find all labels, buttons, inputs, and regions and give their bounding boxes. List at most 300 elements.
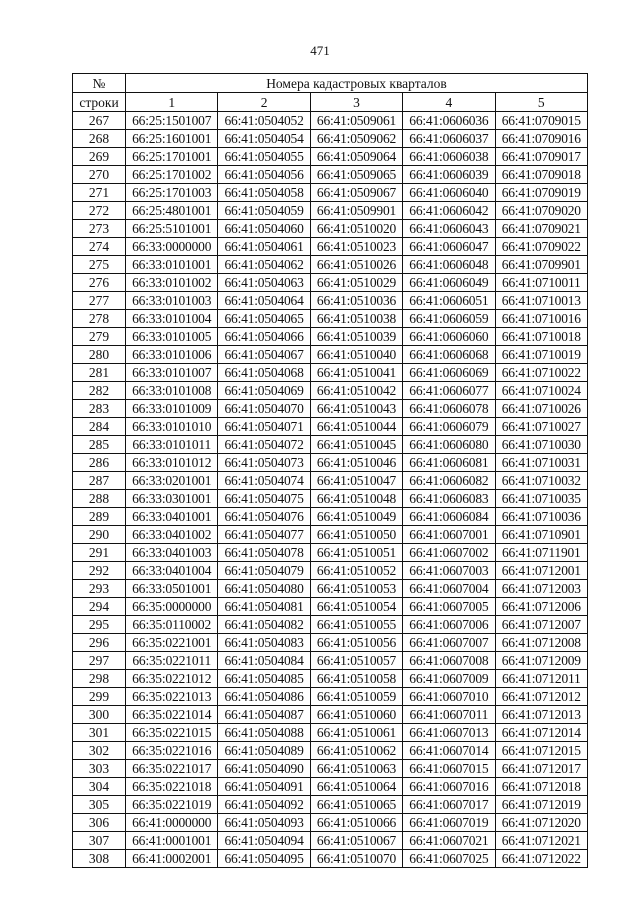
row-number-cell: 301 [73, 724, 126, 742]
cadastral-number-cell: 66:41:0607002 [403, 544, 495, 562]
cadastral-number-cell: 66:41:0710024 [495, 382, 587, 400]
column-header: 4 [403, 93, 495, 112]
cadastral-number-cell: 66:33:0101006 [126, 346, 218, 364]
cadastral-number-cell: 66:41:0606081 [403, 454, 495, 472]
row-number-cell: 272 [73, 202, 126, 220]
cadastral-number-cell: 66:41:0606042 [403, 202, 495, 220]
cadastral-number-cell: 66:35:0221018 [126, 778, 218, 796]
cadastral-number-cell: 66:41:0709016 [495, 130, 587, 148]
table-row [73, 148, 588, 166]
cadastral-number-cell: 66:41:0712021 [495, 832, 587, 850]
cadastral-number-cell: 66:41:0504090 [218, 760, 310, 778]
cadastral-number-cell: 66:41:0000000 [126, 814, 218, 832]
cadastral-number-cell: 66:41:0710011 [495, 274, 587, 292]
cadastral-number-cell: 66:41:0606068 [403, 346, 495, 364]
cadastral-number-cell: 66:41:0607008 [403, 652, 495, 670]
cadastral-number-cell: 66:33:0401001 [126, 508, 218, 526]
cadastral-number-cell: 66:33:0101005 [126, 328, 218, 346]
cadastral-number-cell: 66:41:0510044 [310, 418, 402, 436]
table-row [73, 490, 588, 508]
cadastral-number-cell: 66:41:0504069 [218, 382, 310, 400]
cadastral-number-cell: 66:41:0504080 [218, 580, 310, 598]
table-row [73, 256, 588, 274]
cadastral-number-cell: 66:33:0101004 [126, 310, 218, 328]
cadastral-number-cell: 66:41:0710022 [495, 364, 587, 382]
cadastral-number-cell: 66:41:0712022 [495, 850, 587, 868]
cadastral-number-cell: 66:41:0510054 [310, 598, 402, 616]
cadastral-number-cell: 66:41:0709020 [495, 202, 587, 220]
cadastral-number-cell: 66:41:0510060 [310, 706, 402, 724]
cadastral-number-cell: 66:41:0712017 [495, 760, 587, 778]
row-number-cell: 279 [73, 328, 126, 346]
row-number-cell: 267 [73, 112, 126, 130]
cadastral-number-cell: 66:41:0709901 [495, 256, 587, 274]
cadastral-number-cell: 66:41:0709015 [495, 112, 587, 130]
row-number-cell: 285 [73, 436, 126, 454]
cadastral-number-cell: 66:41:0712008 [495, 634, 587, 652]
row-number-cell: 291 [73, 544, 126, 562]
cadastral-number-cell: 66:41:0712013 [495, 706, 587, 724]
row-number-cell: 278 [73, 310, 126, 328]
cadastral-number-cell: 66:41:0709018 [495, 166, 587, 184]
cadastral-number-cell: 66:41:0510036 [310, 292, 402, 310]
cadastral-number-cell: 66:41:0001001 [126, 832, 218, 850]
cadastral-number-cell: 66:41:0504084 [218, 652, 310, 670]
cadastral-number-cell: 66:25:5101001 [126, 220, 218, 238]
cadastral-number-cell: 66:41:0510047 [310, 472, 402, 490]
table-row [73, 616, 588, 634]
cadastral-number-cell: 66:33:0201001 [126, 472, 218, 490]
cadastral-number-cell: 66:35:0221012 [126, 670, 218, 688]
cadastral-number-cell: 66:25:1701002 [126, 166, 218, 184]
cadastral-number-cell: 66:41:0510045 [310, 436, 402, 454]
cadastral-number-cell: 66:41:0606048 [403, 256, 495, 274]
header-row-top [73, 74, 588, 93]
cadastral-number-cell: 66:41:0510020 [310, 220, 402, 238]
cadastral-number-cell: 66:41:0712001 [495, 562, 587, 580]
cadastral-number-cell: 66:41:0712011 [495, 670, 587, 688]
table-row [73, 418, 588, 436]
row-number-cell: 271 [73, 184, 126, 202]
cadastral-number-cell: 66:41:0509065 [310, 166, 402, 184]
cadastral-number-cell: 66:41:0509064 [310, 148, 402, 166]
cadastral-number-cell: 66:41:0510029 [310, 274, 402, 292]
cadastral-number-cell: 66:41:0510067 [310, 832, 402, 850]
cadastral-number-cell: 66:41:0710031 [495, 454, 587, 472]
table-row [73, 562, 588, 580]
table-row [73, 166, 588, 184]
cadastral-number-cell: 66:41:0607021 [403, 832, 495, 850]
row-number-cell: 270 [73, 166, 126, 184]
row-number-cell: 288 [73, 490, 126, 508]
cadastral-number-cell: 66:41:0504070 [218, 400, 310, 418]
table-row [73, 130, 588, 148]
cadastral-number-cell: 66:41:0510058 [310, 670, 402, 688]
cadastral-number-cell: 66:41:0607014 [403, 742, 495, 760]
cadastral-number-cell: 66:41:0712006 [495, 598, 587, 616]
cadastral-number-cell: 66:41:0606060 [403, 328, 495, 346]
table-row [73, 688, 588, 706]
cadastral-number-cell: 66:41:0509901 [310, 202, 402, 220]
cadastral-number-cell: 66:33:0401002 [126, 526, 218, 544]
cadastral-number-cell: 66:25:1701001 [126, 148, 218, 166]
table-row [73, 724, 588, 742]
cadastral-number-cell: 66:41:0709017 [495, 148, 587, 166]
cadastral-number-cell: 66:41:0510057 [310, 652, 402, 670]
cadastral-number-cell: 66:41:0710030 [495, 436, 587, 454]
cadastral-number-cell: 66:41:0509061 [310, 112, 402, 130]
cadastral-number-cell: 66:41:0712018 [495, 778, 587, 796]
cadastral-number-cell: 66:35:0221016 [126, 742, 218, 760]
cadastral-number-cell: 66:41:0606049 [403, 274, 495, 292]
cadastral-number-cell: 66:41:0504052 [218, 112, 310, 130]
header-row-columns [73, 93, 588, 112]
cadastral-number-cell: 66:41:0504088 [218, 724, 310, 742]
cadastral-number-cell: 66:41:0504064 [218, 292, 310, 310]
cadastral-number-cell: 66:33:0101002 [126, 274, 218, 292]
row-number-cell: 303 [73, 760, 126, 778]
row-number-cell: 298 [73, 670, 126, 688]
table-row [73, 670, 588, 688]
table-row [73, 796, 588, 814]
cadastral-number-cell: 66:41:0712012 [495, 688, 587, 706]
cadastral-number-cell: 66:41:0712015 [495, 742, 587, 760]
cadastral-number-cell: 66:41:0712007 [495, 616, 587, 634]
cadastral-number-cell: 66:41:0606040 [403, 184, 495, 202]
cadastral-number-cell: 66:41:0504068 [218, 364, 310, 382]
table-row [73, 400, 588, 418]
cadastral-number-cell: 66:25:1501007 [126, 112, 218, 130]
cadastral-number-cell: 66:41:0606039 [403, 166, 495, 184]
cadastral-number-cell: 66:41:0710032 [495, 472, 587, 490]
cadastral-number-cell: 66:41:0504054 [218, 130, 310, 148]
cadastral-number-cell: 66:41:0504063 [218, 274, 310, 292]
row-number-cell: 280 [73, 346, 126, 364]
group-title: Номера кадастровых кварталов [126, 74, 588, 93]
row-number-cell: 283 [73, 400, 126, 418]
table-row [73, 436, 588, 454]
cadastral-number-cell: 66:41:0504060 [218, 220, 310, 238]
cadastral-number-cell: 66:41:0606036 [403, 112, 495, 130]
row-number-cell: 299 [73, 688, 126, 706]
cadastral-number-cell: 66:35:0221019 [126, 796, 218, 814]
table-row [73, 472, 588, 490]
cadastral-number-cell: 66:41:0509062 [310, 130, 402, 148]
cadastral-number-cell: 66:33:0101011 [126, 436, 218, 454]
row-number-cell: 292 [73, 562, 126, 580]
cadastral-number-cell: 66:41:0504082 [218, 616, 310, 634]
cadastral-number-cell: 66:41:0709022 [495, 238, 587, 256]
table-row [73, 526, 588, 544]
cadastral-number-cell: 66:41:0510061 [310, 724, 402, 742]
row-number-label-top: № [73, 74, 126, 93]
cadastral-number-cell: 66:35:0221011 [126, 652, 218, 670]
cadastral-number-cell: 66:41:0711901 [495, 544, 587, 562]
cadastral-number-cell: 66:41:0607010 [403, 688, 495, 706]
table-row [73, 454, 588, 472]
cadastral-number-cell: 66:41:0712019 [495, 796, 587, 814]
cadastral-number-cell: 66:41:0607005 [403, 598, 495, 616]
cadastral-number-cell: 66:41:0504076 [218, 508, 310, 526]
cadastral-number-cell: 66:33:0501001 [126, 580, 218, 598]
row-number-cell: 268 [73, 130, 126, 148]
cadastral-number-cell: 66:41:0510055 [310, 616, 402, 634]
row-number-cell: 286 [73, 454, 126, 472]
cadastral-number-cell: 66:35:0221015 [126, 724, 218, 742]
table-row [73, 202, 588, 220]
cadastral-number-cell: 66:41:0710019 [495, 346, 587, 364]
row-number-label-bottom: строки [73, 93, 126, 112]
column-header: 5 [495, 93, 587, 112]
cadastral-number-cell: 66:41:0510062 [310, 742, 402, 760]
cadastral-number-cell: 66:41:0510048 [310, 490, 402, 508]
cadastral-number-cell: 66:41:0607011 [403, 706, 495, 724]
cadastral-number-cell: 66:41:0504059 [218, 202, 310, 220]
cadastral-number-cell: 66:33:0401004 [126, 562, 218, 580]
cadastral-number-cell: 66:41:0510056 [310, 634, 402, 652]
cadastral-number-cell: 66:41:0510050 [310, 526, 402, 544]
cadastral-number-cell: 66:41:0606037 [403, 130, 495, 148]
cadastral-number-cell: 66:41:0510038 [310, 310, 402, 328]
row-number-cell: 300 [73, 706, 126, 724]
cadastral-number-cell: 66:41:0607013 [403, 724, 495, 742]
cadastral-number-cell: 66:41:0710901 [495, 526, 587, 544]
cadastral-number-cell: 66:41:0607017 [403, 796, 495, 814]
cadastral-number-cell: 66:41:0607006 [403, 616, 495, 634]
row-number-cell: 306 [73, 814, 126, 832]
cadastral-number-cell: 66:41:0606038 [403, 148, 495, 166]
cadastral-number-cell: 66:41:0504079 [218, 562, 310, 580]
cadastral-number-cell: 66:41:0510049 [310, 508, 402, 526]
row-number-cell: 297 [73, 652, 126, 670]
cadastral-number-cell: 66:25:1601001 [126, 130, 218, 148]
cadastral-number-cell: 66:41:0510042 [310, 382, 402, 400]
cadastral-number-cell: 66:33:0000000 [126, 238, 218, 256]
cadastral-number-cell: 66:41:0607019 [403, 814, 495, 832]
table-row [73, 238, 588, 256]
cadastral-number-cell: 66:41:0504075 [218, 490, 310, 508]
cadastral-number-cell: 66:41:0712014 [495, 724, 587, 742]
cadastral-number-cell: 66:41:0504089 [218, 742, 310, 760]
cadastral-number-cell: 66:35:0221017 [126, 760, 218, 778]
cadastral-number-cell: 66:41:0607001 [403, 526, 495, 544]
cadastral-number-cell: 66:41:0607003 [403, 562, 495, 580]
cadastral-number-cell: 66:41:0510041 [310, 364, 402, 382]
cadastral-number-cell: 66:41:0510046 [310, 454, 402, 472]
cadastral-number-cell: 66:41:0606043 [403, 220, 495, 238]
cadastral-number-cell: 66:41:0504095 [218, 850, 310, 868]
row-number-cell: 287 [73, 472, 126, 490]
table-row [73, 328, 588, 346]
cadastral-number-cell: 66:41:0510066 [310, 814, 402, 832]
table-header [73, 74, 588, 112]
cadastral-number-cell: 66:41:0712020 [495, 814, 587, 832]
cadastral-number-cell: 66:41:0504086 [218, 688, 310, 706]
cadastral-number-cell: 66:41:0606078 [403, 400, 495, 418]
cadastral-number-cell: 66:41:0712009 [495, 652, 587, 670]
table-row [73, 832, 588, 850]
table-row [73, 274, 588, 292]
cadastral-number-cell: 66:41:0607004 [403, 580, 495, 598]
cadastral-number-cell: 66:41:0504083 [218, 634, 310, 652]
table-row [73, 346, 588, 364]
cadastral-number-cell: 66:35:0221001 [126, 634, 218, 652]
cadastral-number-cell: 66:33:0101008 [126, 382, 218, 400]
cadastral-number-cell: 66:41:0606069 [403, 364, 495, 382]
cadastral-number-cell: 66:41:0510070 [310, 850, 402, 868]
table-row [73, 760, 588, 778]
cadastral-number-cell: 66:41:0504087 [218, 706, 310, 724]
row-number-cell: 289 [73, 508, 126, 526]
cadastral-number-cell: 66:33:0401003 [126, 544, 218, 562]
row-number-cell: 295 [73, 616, 126, 634]
cadastral-number-cell: 66:41:0606059 [403, 310, 495, 328]
row-number-cell: 293 [73, 580, 126, 598]
row-number-cell: 276 [73, 274, 126, 292]
cadastral-number-cell: 66:41:0606082 [403, 472, 495, 490]
cadastral-number-cell: 66:35:0000000 [126, 598, 218, 616]
row-number-cell: 307 [73, 832, 126, 850]
cadastral-number-cell: 66:33:0101007 [126, 364, 218, 382]
cadastral-number-cell: 66:41:0710013 [495, 292, 587, 310]
column-header: 2 [218, 93, 310, 112]
row-number-cell: 273 [73, 220, 126, 238]
cadastral-number-cell: 66:41:0710026 [495, 400, 587, 418]
cadastral-number-cell: 66:41:0510059 [310, 688, 402, 706]
row-number-cell: 305 [73, 796, 126, 814]
row-number-cell: 308 [73, 850, 126, 868]
cadastral-number-cell: 66:41:0510051 [310, 544, 402, 562]
cadastral-number-cell: 66:41:0504071 [218, 418, 310, 436]
cadastral-number-cell: 66:33:0301001 [126, 490, 218, 508]
table-row [73, 544, 588, 562]
cadastral-number-cell: 66:41:0510064 [310, 778, 402, 796]
table-row [73, 652, 588, 670]
cadastral-number-cell: 66:41:0510023 [310, 238, 402, 256]
cadastral-number-cell: 66:41:0510039 [310, 328, 402, 346]
table-row [73, 382, 588, 400]
cadastral-number-cell: 66:41:0504055 [218, 148, 310, 166]
cadastral-number-cell: 66:41:0607025 [403, 850, 495, 868]
table-row [73, 706, 588, 724]
cadastral-number-cell: 66:41:0510052 [310, 562, 402, 580]
cadastral-number-cell: 66:41:0712003 [495, 580, 587, 598]
cadastral-number-cell: 66:41:0710035 [495, 490, 587, 508]
cadastral-number-cell: 66:41:0709021 [495, 220, 587, 238]
row-number-cell: 275 [73, 256, 126, 274]
cadastral-number-cell: 66:33:0101003 [126, 292, 218, 310]
cadastral-number-cell: 66:41:0504078 [218, 544, 310, 562]
cadastral-number-cell: 66:41:0504067 [218, 346, 310, 364]
cadastral-number-cell: 66:33:0101009 [126, 400, 218, 418]
row-number-cell: 294 [73, 598, 126, 616]
table-row [73, 184, 588, 202]
cadastral-number-cell: 66:41:0504056 [218, 166, 310, 184]
cadastral-number-cell: 66:41:0606079 [403, 418, 495, 436]
cadastral-number-cell: 66:35:0221013 [126, 688, 218, 706]
cadastral-number-cell: 66:41:0607009 [403, 670, 495, 688]
table-row [73, 598, 588, 616]
table-row [73, 220, 588, 238]
cadastral-number-cell: 66:41:0504073 [218, 454, 310, 472]
cadastral-number-cell: 66:41:0002001 [126, 850, 218, 868]
table-row [73, 850, 588, 868]
table-row [73, 778, 588, 796]
table-row [73, 310, 588, 328]
cadastral-number-cell: 66:41:0710016 [495, 310, 587, 328]
cadastral-number-cell: 66:41:0504058 [218, 184, 310, 202]
column-header: 3 [310, 93, 402, 112]
cadastral-number-cell: 66:41:0510026 [310, 256, 402, 274]
cadastral-number-cell: 66:41:0606080 [403, 436, 495, 454]
table-row [73, 112, 588, 130]
row-number-cell: 290 [73, 526, 126, 544]
cadastral-number-cell: 66:41:0504065 [218, 310, 310, 328]
table-row [73, 364, 588, 382]
cadastral-number-cell: 66:33:0101010 [126, 418, 218, 436]
cadastral-number-cell: 66:41:0510043 [310, 400, 402, 418]
cadastral-number-cell: 66:41:0504094 [218, 832, 310, 850]
cadastral-quarters-table [72, 73, 588, 868]
row-number-cell: 277 [73, 292, 126, 310]
table-row [73, 580, 588, 598]
row-number-cell: 302 [73, 742, 126, 760]
cadastral-number-cell: 66:33:0101001 [126, 256, 218, 274]
column-header: 1 [126, 93, 218, 112]
cadastral-number-cell: 66:25:1701003 [126, 184, 218, 202]
page-number: 471 [310, 43, 330, 58]
row-number-cell: 269 [73, 148, 126, 166]
cadastral-number-cell: 66:41:0710036 [495, 508, 587, 526]
table-row [73, 814, 588, 832]
cadastral-number-cell: 66:41:0504081 [218, 598, 310, 616]
cadastral-number-cell: 66:41:0504093 [218, 814, 310, 832]
cadastral-number-cell: 66:41:0504062 [218, 256, 310, 274]
row-number-cell: 281 [73, 364, 126, 382]
cadastral-number-cell: 66:41:0504092 [218, 796, 310, 814]
table-row [73, 634, 588, 652]
cadastral-number-cell: 66:41:0606051 [403, 292, 495, 310]
cadastral-number-cell: 66:41:0504074 [218, 472, 310, 490]
cadastral-number-cell: 66:41:0607007 [403, 634, 495, 652]
cadastral-number-cell: 66:33:0101012 [126, 454, 218, 472]
table-row [73, 292, 588, 310]
table-row [73, 508, 588, 526]
cadastral-number-cell: 66:41:0509067 [310, 184, 402, 202]
cadastral-number-cell: 66:41:0504061 [218, 238, 310, 256]
cadastral-number-cell: 66:41:0606083 [403, 490, 495, 508]
cadastral-number-cell: 66:41:0606077 [403, 382, 495, 400]
cadastral-number-cell: 66:41:0504091 [218, 778, 310, 796]
cadastral-number-cell: 66:41:0504085 [218, 670, 310, 688]
cadastral-number-cell: 66:41:0510063 [310, 760, 402, 778]
cadastral-number-cell: 66:35:0221014 [126, 706, 218, 724]
cadastral-number-cell: 66:41:0710027 [495, 418, 587, 436]
cadastral-number-cell: 66:35:0110002 [126, 616, 218, 634]
cadastral-number-cell: 66:41:0510053 [310, 580, 402, 598]
cadastral-number-cell: 66:41:0504072 [218, 436, 310, 454]
table-row [73, 742, 588, 760]
cadastral-number-cell: 66:41:0510065 [310, 796, 402, 814]
row-number-cell: 296 [73, 634, 126, 652]
cadastral-number-cell: 66:41:0504077 [218, 526, 310, 544]
row-number-cell: 274 [73, 238, 126, 256]
row-number-cell: 284 [73, 418, 126, 436]
cadastral-number-cell: 66:41:0606084 [403, 508, 495, 526]
cadastral-number-cell: 66:41:0607016 [403, 778, 495, 796]
cadastral-number-cell: 66:41:0607015 [403, 760, 495, 778]
cadastral-number-cell: 66:41:0510040 [310, 346, 402, 364]
